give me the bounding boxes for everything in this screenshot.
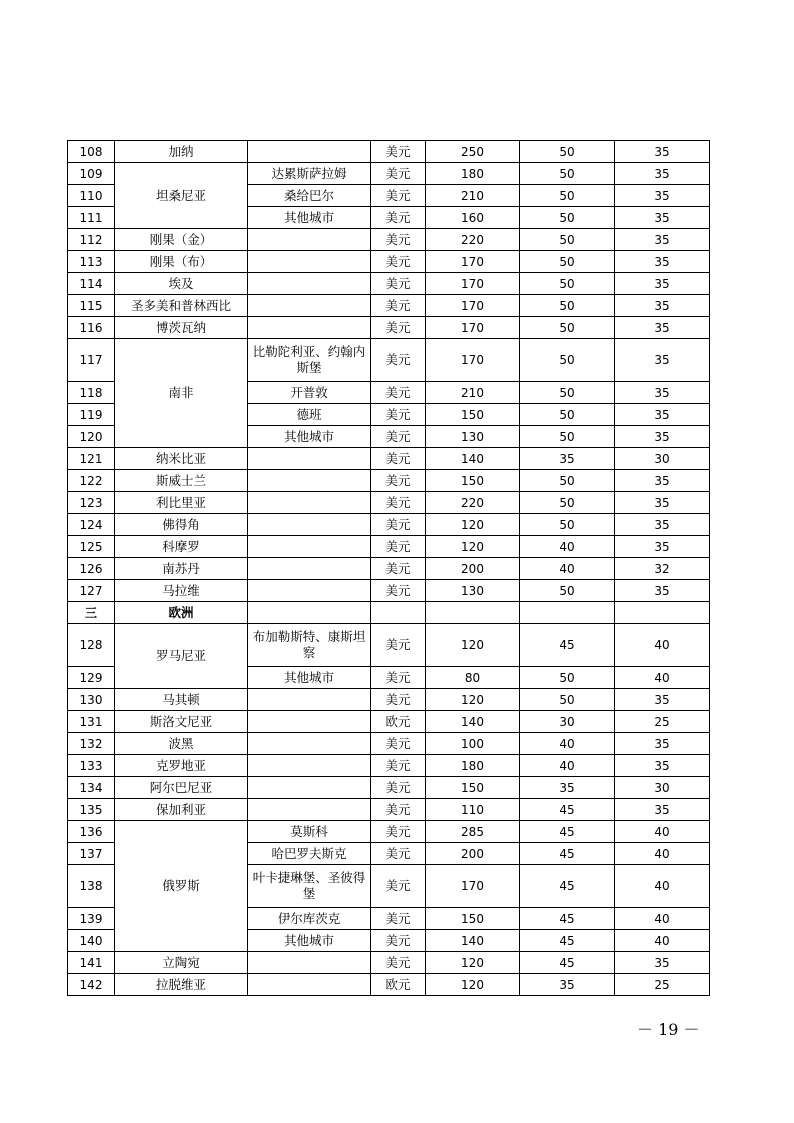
city-cell: 莫斯科 xyxy=(248,821,371,843)
country-cell: 俄罗斯 xyxy=(115,821,248,952)
lodging-cell: 220 xyxy=(426,229,520,251)
row-number-cell: 131 xyxy=(68,711,115,733)
table-row xyxy=(68,295,710,317)
row-number-cell: 130 xyxy=(68,689,115,711)
row-number-cell: 137 xyxy=(68,843,115,865)
misc-expense-cell: 35 xyxy=(615,295,710,317)
row-number-cell: 三 xyxy=(68,602,115,624)
currency-cell: 美元 xyxy=(371,426,426,448)
currency-cell: 美元 xyxy=(371,799,426,821)
food-allowance-cell: 45 xyxy=(520,624,615,667)
table-row xyxy=(68,733,710,755)
currency-cell: 美元 xyxy=(371,207,426,229)
misc-expense-cell: 35 xyxy=(615,799,710,821)
misc-expense-cell: 25 xyxy=(615,974,710,996)
currency-cell: 美元 xyxy=(371,755,426,777)
city-cell xyxy=(248,448,371,470)
food-allowance-cell: 35 xyxy=(520,974,615,996)
city-cell xyxy=(248,974,371,996)
city-cell: 其他城市 xyxy=(248,426,371,448)
country-cell: 圣多美和普林西比 xyxy=(115,295,248,317)
country-cell: 刚果（布） xyxy=(115,251,248,273)
city-cell xyxy=(248,141,371,163)
lodging-cell xyxy=(426,602,520,624)
row-number-cell: 129 xyxy=(68,667,115,689)
row-number-cell: 135 xyxy=(68,799,115,821)
currency-cell: 美元 xyxy=(371,141,426,163)
city-cell xyxy=(248,273,371,295)
table-row xyxy=(68,229,710,251)
currency-cell: 美元 xyxy=(371,470,426,492)
row-number-cell: 120 xyxy=(68,426,115,448)
lodging-cell: 220 xyxy=(426,492,520,514)
row-number-cell: 109 xyxy=(68,163,115,185)
city-cell xyxy=(248,580,371,602)
currency-cell: 美元 xyxy=(371,536,426,558)
currency-cell: 欧元 xyxy=(371,974,426,996)
allowance-table xyxy=(67,140,710,996)
table-row xyxy=(68,711,710,733)
currency-cell: 美元 xyxy=(371,843,426,865)
row-number-cell: 111 xyxy=(68,207,115,229)
row-number-cell: 132 xyxy=(68,733,115,755)
food-allowance-cell: 50 xyxy=(520,667,615,689)
country-cell: 佛得角 xyxy=(115,514,248,536)
lodging-cell: 120 xyxy=(426,974,520,996)
lodging-cell: 210 xyxy=(426,382,520,404)
food-allowance-cell: 45 xyxy=(520,821,615,843)
country-cell: 纳米比亚 xyxy=(115,448,248,470)
table-row xyxy=(68,163,710,185)
city-cell xyxy=(248,755,371,777)
food-allowance-cell: 45 xyxy=(520,799,615,821)
lodging-cell: 160 xyxy=(426,207,520,229)
table-row xyxy=(68,141,710,163)
row-number-cell: 125 xyxy=(68,536,115,558)
country-cell: 罗马尼亚 xyxy=(115,624,248,689)
row-number-cell: 126 xyxy=(68,558,115,580)
food-allowance-cell: 30 xyxy=(520,711,615,733)
row-number-cell: 127 xyxy=(68,580,115,602)
misc-expense-cell: 35 xyxy=(615,426,710,448)
table-row xyxy=(68,251,710,273)
misc-expense-cell: 25 xyxy=(615,711,710,733)
city-cell xyxy=(248,733,371,755)
country-cell: 克罗地亚 xyxy=(115,755,248,777)
currency-cell: 美元 xyxy=(371,689,426,711)
lodging-cell: 130 xyxy=(426,426,520,448)
lodging-cell: 180 xyxy=(426,755,520,777)
food-allowance-cell: 50 xyxy=(520,207,615,229)
misc-expense-cell: 35 xyxy=(615,141,710,163)
country-cell: 利比里亚 xyxy=(115,492,248,514)
table-row xyxy=(68,624,710,667)
row-number-cell: 122 xyxy=(68,470,115,492)
country-cell: 科摩罗 xyxy=(115,536,248,558)
food-allowance-cell: 40 xyxy=(520,755,615,777)
lodging-cell: 180 xyxy=(426,163,520,185)
misc-expense-cell: 35 xyxy=(615,492,710,514)
currency-cell: 美元 xyxy=(371,185,426,207)
food-allowance-cell: 50 xyxy=(520,689,615,711)
currency-cell: 美元 xyxy=(371,930,426,952)
lodging-cell: 170 xyxy=(426,317,520,339)
table-row xyxy=(68,580,710,602)
row-number-cell: 116 xyxy=(68,317,115,339)
misc-expense-cell: 35 xyxy=(615,251,710,273)
lodging-cell: 200 xyxy=(426,558,520,580)
city-cell: 叶卡捷琳堡、圣彼得堡 xyxy=(248,865,371,908)
food-allowance-cell: 40 xyxy=(520,558,615,580)
city-cell: 其他城市 xyxy=(248,930,371,952)
lodging-cell: 200 xyxy=(426,843,520,865)
food-allowance-cell: 35 xyxy=(520,448,615,470)
row-number-cell: 136 xyxy=(68,821,115,843)
city-cell xyxy=(248,317,371,339)
lodging-cell: 120 xyxy=(426,624,520,667)
country-cell: 南苏丹 xyxy=(115,558,248,580)
city-cell xyxy=(248,536,371,558)
food-allowance-cell: 40 xyxy=(520,733,615,755)
city-cell xyxy=(248,952,371,974)
country-cell: 斯威士兰 xyxy=(115,470,248,492)
city-cell xyxy=(248,295,371,317)
currency-cell: 美元 xyxy=(371,865,426,908)
food-allowance-cell: 50 xyxy=(520,317,615,339)
country-cell: 立陶宛 xyxy=(115,952,248,974)
misc-expense-cell: 35 xyxy=(615,273,710,295)
city-cell: 比勒陀利亚、约翰内斯堡 xyxy=(248,339,371,382)
row-number-cell: 128 xyxy=(68,624,115,667)
lodging-cell: 120 xyxy=(426,952,520,974)
currency-cell: 美元 xyxy=(371,733,426,755)
row-number-cell: 117 xyxy=(68,339,115,382)
misc-expense-cell: 40 xyxy=(615,930,710,952)
lodging-cell: 120 xyxy=(426,514,520,536)
misc-expense-cell: 40 xyxy=(615,821,710,843)
table-row xyxy=(68,689,710,711)
misc-expense-cell: 35 xyxy=(615,536,710,558)
lodging-cell: 285 xyxy=(426,821,520,843)
lodging-cell: 100 xyxy=(426,733,520,755)
country-cell: 斯洛文尼亚 xyxy=(115,711,248,733)
table-row xyxy=(68,952,710,974)
lodging-cell: 110 xyxy=(426,799,520,821)
table-row xyxy=(68,273,710,295)
currency-cell: 美元 xyxy=(371,273,426,295)
country-cell: 欧洲 xyxy=(115,602,248,624)
city-cell xyxy=(248,558,371,580)
lodging-cell: 150 xyxy=(426,404,520,426)
row-number-cell: 119 xyxy=(68,404,115,426)
lodging-cell: 140 xyxy=(426,711,520,733)
city-cell xyxy=(248,251,371,273)
section-row xyxy=(68,602,710,624)
currency-cell: 美元 xyxy=(371,624,426,667)
currency-cell: 美元 xyxy=(371,163,426,185)
table-row xyxy=(68,514,710,536)
city-cell xyxy=(248,492,371,514)
city-cell: 达累斯萨拉姆 xyxy=(248,163,371,185)
lodging-cell: 250 xyxy=(426,141,520,163)
misc-expense-cell: 40 xyxy=(615,843,710,865)
lodging-cell: 80 xyxy=(426,667,520,689)
country-cell: 保加利亚 xyxy=(115,799,248,821)
lodging-cell: 120 xyxy=(426,689,520,711)
city-cell: 其他城市 xyxy=(248,667,371,689)
country-cell: 加纳 xyxy=(115,141,248,163)
row-number-cell: 142 xyxy=(68,974,115,996)
misc-expense-cell: 35 xyxy=(615,185,710,207)
city-cell xyxy=(248,229,371,251)
misc-expense-cell: 35 xyxy=(615,163,710,185)
food-allowance-cell: 50 xyxy=(520,470,615,492)
row-number-cell: 114 xyxy=(68,273,115,295)
food-allowance-cell: 50 xyxy=(520,492,615,514)
currency-cell: 美元 xyxy=(371,492,426,514)
row-number-cell: 112 xyxy=(68,229,115,251)
city-cell: 桑给巴尔 xyxy=(248,185,371,207)
row-number-cell: 108 xyxy=(68,141,115,163)
currency-cell xyxy=(371,602,426,624)
misc-expense-cell: 30 xyxy=(615,777,710,799)
lodging-cell: 150 xyxy=(426,777,520,799)
food-allowance-cell: 50 xyxy=(520,251,615,273)
food-allowance-cell: 45 xyxy=(520,843,615,865)
food-allowance-cell xyxy=(520,602,615,624)
table-row xyxy=(68,974,710,996)
food-allowance-cell: 45 xyxy=(520,908,615,930)
table-row xyxy=(68,470,710,492)
country-cell: 博茨瓦纳 xyxy=(115,317,248,339)
food-allowance-cell: 45 xyxy=(520,865,615,908)
table-row xyxy=(68,339,710,382)
misc-expense-cell: 35 xyxy=(615,470,710,492)
table-row xyxy=(68,755,710,777)
country-cell: 马其顿 xyxy=(115,689,248,711)
table-row xyxy=(68,448,710,470)
currency-cell: 美元 xyxy=(371,229,426,251)
city-cell: 德班 xyxy=(248,404,371,426)
city-cell: 伊尔库茨克 xyxy=(248,908,371,930)
lodging-cell: 120 xyxy=(426,536,520,558)
row-number-cell: 115 xyxy=(68,295,115,317)
currency-cell: 美元 xyxy=(371,667,426,689)
lodging-cell: 140 xyxy=(426,448,520,470)
misc-expense-cell: 40 xyxy=(615,667,710,689)
food-allowance-cell: 50 xyxy=(520,163,615,185)
currency-cell: 美元 xyxy=(371,558,426,580)
currency-cell: 美元 xyxy=(371,404,426,426)
food-allowance-cell: 45 xyxy=(520,952,615,974)
country-cell: 刚果（金） xyxy=(115,229,248,251)
row-number-cell: 133 xyxy=(68,755,115,777)
city-cell: 开普敦 xyxy=(248,382,371,404)
currency-cell: 美元 xyxy=(371,295,426,317)
city-cell: 哈巴罗夫斯克 xyxy=(248,843,371,865)
misc-expense-cell: 35 xyxy=(615,580,710,602)
table-row xyxy=(68,492,710,514)
city-cell xyxy=(248,470,371,492)
food-allowance-cell: 50 xyxy=(520,273,615,295)
country-cell: 马拉维 xyxy=(115,580,248,602)
misc-expense-cell: 35 xyxy=(615,404,710,426)
currency-cell: 美元 xyxy=(371,580,426,602)
city-cell xyxy=(248,689,371,711)
misc-expense-cell: 40 xyxy=(615,865,710,908)
lodging-cell: 150 xyxy=(426,470,520,492)
food-allowance-cell: 50 xyxy=(520,426,615,448)
food-allowance-cell: 50 xyxy=(520,514,615,536)
lodging-cell: 140 xyxy=(426,930,520,952)
lodging-cell: 170 xyxy=(426,273,520,295)
table-row xyxy=(68,536,710,558)
row-number-cell: 113 xyxy=(68,251,115,273)
currency-cell: 美元 xyxy=(371,382,426,404)
currency-cell: 美元 xyxy=(371,448,426,470)
page-number: － 19 － xyxy=(637,1020,700,1039)
city-cell xyxy=(248,777,371,799)
misc-expense-cell: 35 xyxy=(615,733,710,755)
lodging-cell: 170 xyxy=(426,339,520,382)
table-row xyxy=(68,821,710,843)
country-cell: 阿尔巴尼亚 xyxy=(115,777,248,799)
currency-cell: 美元 xyxy=(371,339,426,382)
currency-cell: 美元 xyxy=(371,514,426,536)
country-cell: 拉脱维亚 xyxy=(115,974,248,996)
misc-expense-cell xyxy=(615,602,710,624)
row-number-cell: 134 xyxy=(68,777,115,799)
table-row xyxy=(68,317,710,339)
misc-expense-cell: 35 xyxy=(615,207,710,229)
city-cell xyxy=(248,602,371,624)
row-number-cell: 123 xyxy=(68,492,115,514)
food-allowance-cell: 40 xyxy=(520,536,615,558)
misc-expense-cell: 35 xyxy=(615,514,710,536)
misc-expense-cell: 35 xyxy=(615,689,710,711)
misc-expense-cell: 35 xyxy=(615,952,710,974)
row-number-cell: 138 xyxy=(68,865,115,908)
city-cell: 布加勒斯特、康斯坦察 xyxy=(248,624,371,667)
food-allowance-cell: 50 xyxy=(520,404,615,426)
misc-expense-cell: 35 xyxy=(615,339,710,382)
country-cell: 坦桑尼亚 xyxy=(115,163,248,229)
country-cell: 波黑 xyxy=(115,733,248,755)
table-row xyxy=(68,558,710,580)
table-row xyxy=(68,799,710,821)
currency-cell: 美元 xyxy=(371,908,426,930)
misc-expense-cell: 32 xyxy=(615,558,710,580)
food-allowance-cell: 50 xyxy=(520,141,615,163)
misc-expense-cell: 35 xyxy=(615,317,710,339)
city-cell xyxy=(248,514,371,536)
food-allowance-cell: 50 xyxy=(520,185,615,207)
lodging-cell: 170 xyxy=(426,251,520,273)
food-allowance-cell: 50 xyxy=(520,580,615,602)
table-row xyxy=(68,777,710,799)
lodging-cell: 210 xyxy=(426,185,520,207)
misc-expense-cell: 35 xyxy=(615,382,710,404)
city-cell xyxy=(248,711,371,733)
city-cell: 其他城市 xyxy=(248,207,371,229)
misc-expense-cell: 35 xyxy=(615,755,710,777)
food-allowance-cell: 35 xyxy=(520,777,615,799)
food-allowance-cell: 50 xyxy=(520,339,615,382)
misc-expense-cell: 40 xyxy=(615,908,710,930)
lodging-cell: 150 xyxy=(426,908,520,930)
row-number-cell: 118 xyxy=(68,382,115,404)
row-number-cell: 121 xyxy=(68,448,115,470)
row-number-cell: 110 xyxy=(68,185,115,207)
currency-cell: 美元 xyxy=(371,952,426,974)
food-allowance-cell: 50 xyxy=(520,229,615,251)
row-number-cell: 140 xyxy=(68,930,115,952)
currency-cell: 美元 xyxy=(371,251,426,273)
row-number-cell: 139 xyxy=(68,908,115,930)
currency-cell: 美元 xyxy=(371,821,426,843)
currency-cell: 美元 xyxy=(371,317,426,339)
city-cell xyxy=(248,799,371,821)
country-cell: 南非 xyxy=(115,339,248,448)
misc-expense-cell: 40 xyxy=(615,624,710,667)
lodging-cell: 170 xyxy=(426,865,520,908)
row-number-cell: 124 xyxy=(68,514,115,536)
misc-expense-cell: 35 xyxy=(615,229,710,251)
food-allowance-cell: 50 xyxy=(520,295,615,317)
row-number-cell: 141 xyxy=(68,952,115,974)
currency-cell: 欧元 xyxy=(371,711,426,733)
food-allowance-cell: 50 xyxy=(520,382,615,404)
lodging-cell: 170 xyxy=(426,295,520,317)
country-cell: 埃及 xyxy=(115,273,248,295)
food-allowance-cell: 45 xyxy=(520,930,615,952)
lodging-cell: 130 xyxy=(426,580,520,602)
currency-cell: 美元 xyxy=(371,777,426,799)
misc-expense-cell: 30 xyxy=(615,448,710,470)
